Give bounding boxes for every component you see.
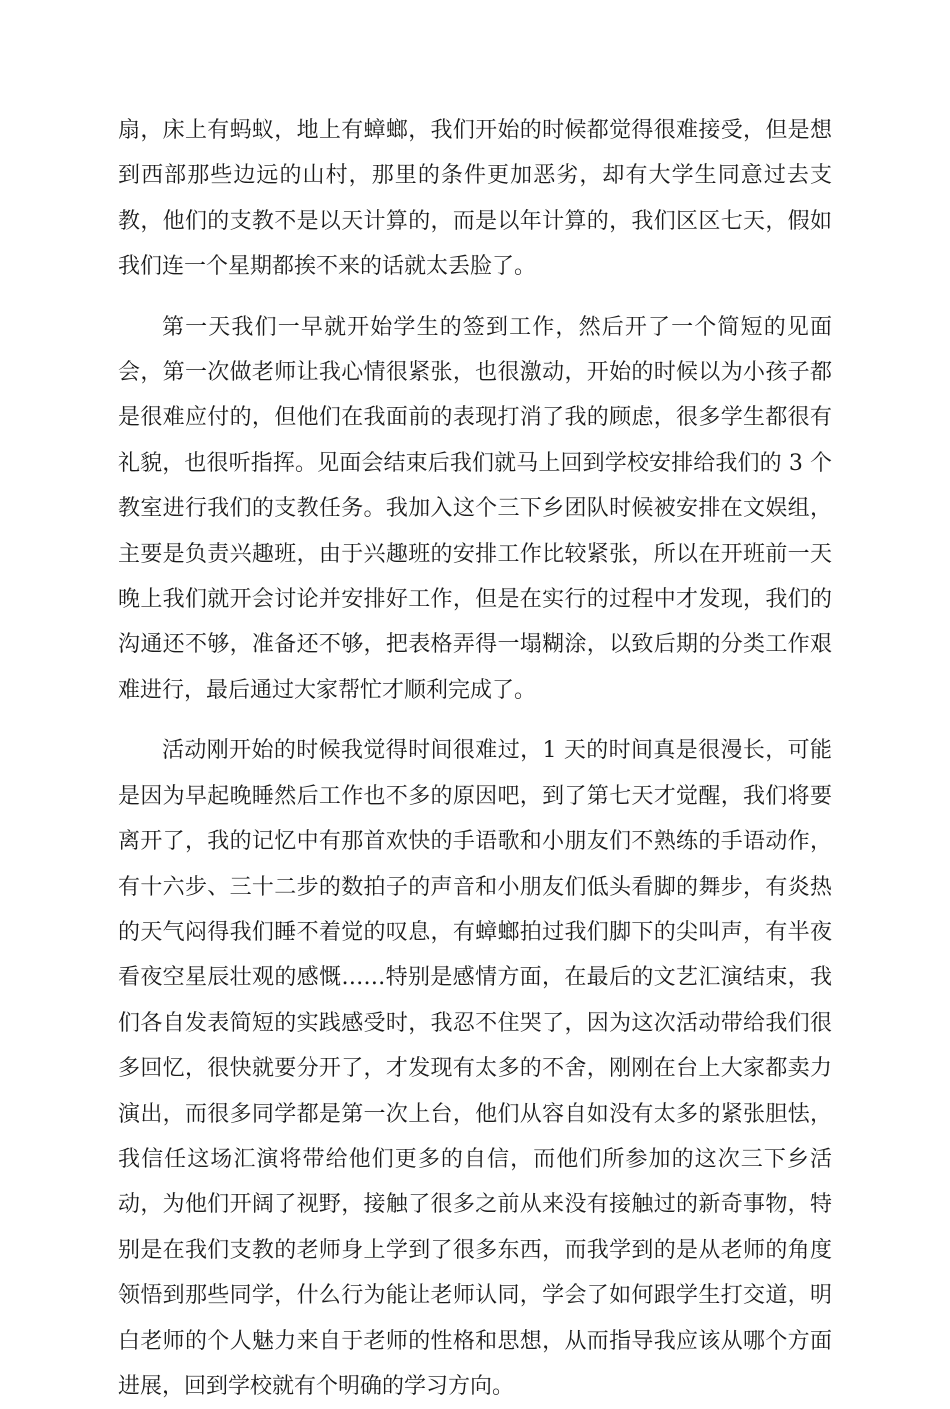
document-body bbox=[118, 108, 832, 1409]
paragraph-continued: 扇，床上有蚂蚁，地上有蟑螂，我们开始的时候都觉得很难接受，但是想到西部那些边远的山村，那里的条件更加恶劣，却有大学生同意过去支教，他们的支教不是以天计算的，而是以年计算的，我们区区七天，假如我们连一个星期都挨不来的话就太丢脸了。 bbox=[118, 118, 832, 280]
paragraph-first-day: 第一天我们一早就开始学生的签到工作，然后开了一个简短的见面会，第一次做老师让我心情很紧张，也很激动，开始的时候以为小孩子都是很难应付的，但他们在我面前的表现打消了我的顾虑，很多学生都很有礼貌，也很听指挥。见面会结束后我们就马上回到学校安排给我们的 3 个教室进行我们的支教任务。我加入这个三下乡团队时候被安排在文娱组，主要是负责兴趣班，由于兴趣班的安排工作比较紧张，所以在开班前一天晚上我们就开会讨论并安排好工作，但是在实行的过程中才发现，我们的沟通还不够，准备还不够，把表格弄得一塌糊涂，以致后期的分类工作艰难进行，最后通过大家帮忙才顺利完成了。 bbox=[118, 314, 832, 703]
paragraph-activity-reflection: 活动刚开始的时候我觉得时间很难过，1 天的时间真是很漫长，可能是因为早起晚睡然后工作也不多的原因吧，到了第七天才觉醒，我们将要离开了，我的记忆中有那首欢快的手语歌和小朋友们不熟练的手语动作，有十六步、三十二步的数拍子的声音和小朋友们低头看脚的舞步，有炎热的天气闷得我们睡不着觉的叹息，有蟑螂拍过我们脚下的尖叫声，有半夜看夜空星辰壮观的感慨……特别是感情方面，在最后的文艺汇演结束，我们各自发表简短的实践感受时，我忍不住哭了，因为这次活动带给我们很多回忆，很快就要分开了，才发现有太多的不舍，刚刚在台上大家都卖力演出，而很多同学都是第一次上台，他们从容自如没有太多的紧张胆怯，我信任这场汇演将带给他们更多的自信，而他们所参加的这次三下乡活动，为他们开阔了视野，接触了很多之前从来没有接触过的新奇事物，特别是在我们支教的老师身上学到了很多东西，而我学到的是从老师的角度领悟到那些同学，什么行为能让老师认同，学会了如何跟学生打交道，明白老师的个人魅力来自于老师的性格和思想，从而指导我应该从哪个方面进展，回到学校就有个明确的学习方向。 bbox=[118, 738, 832, 1399]
